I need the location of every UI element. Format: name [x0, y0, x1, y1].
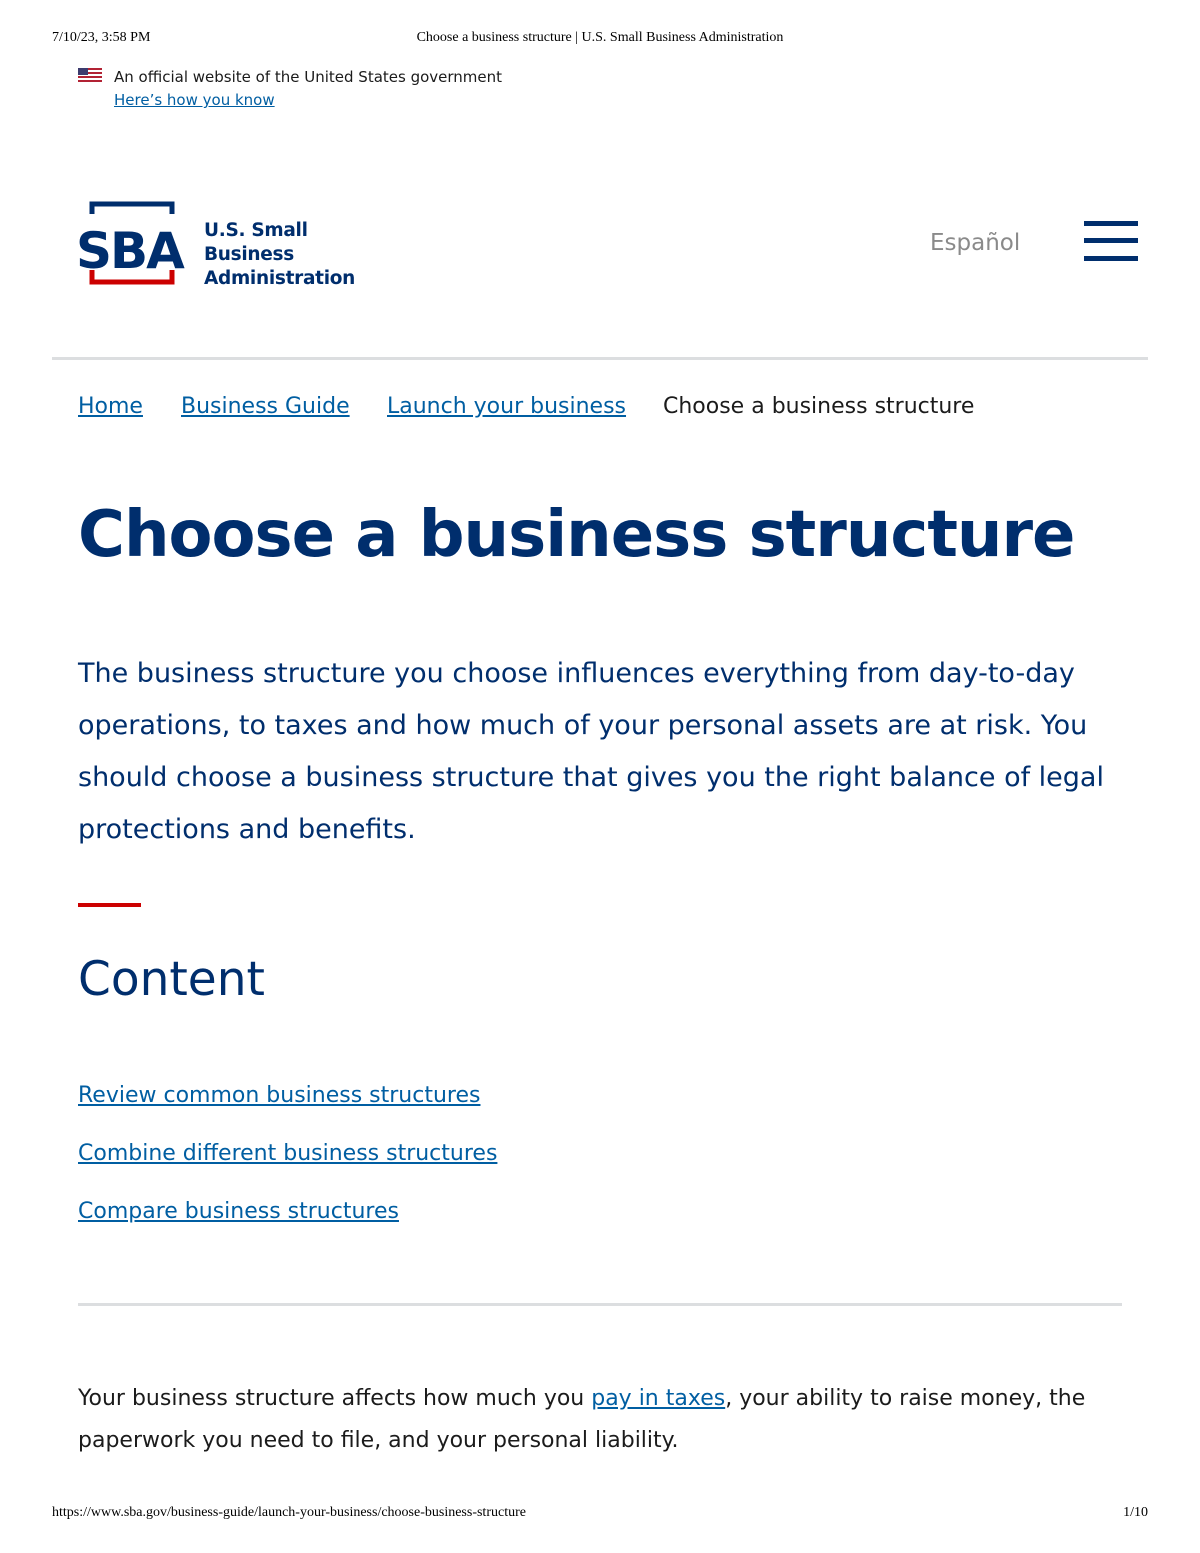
us-flag-icon: [78, 68, 102, 82]
toc-item: [78, 1199, 497, 1257]
espanol-link[interactable]: Español: [930, 230, 1021, 256]
toc-link-combine[interactable]: Combine different business structures: [78, 1141, 498, 1166]
print-title: Choose a business structure | U.S. Small Business Administration: [416, 30, 784, 45]
table-of-contents: [78, 1083, 497, 1257]
print-footer: [52, 1505, 1148, 1525]
body-text-start: Your business structure affects how much you: [78, 1386, 592, 1411]
agency-name-line2: Administration: [204, 268, 356, 289]
content-heading: Content: [78, 952, 265, 1007]
content-divider: [78, 1303, 1122, 1306]
pay-in-taxes-link[interactable]: pay in taxes: [591, 1386, 726, 1411]
body-paragraph: [78, 1378, 1138, 1462]
page-title: Choose a business structure: [78, 498, 1075, 572]
toc-link-review[interactable]: Review common business structures: [78, 1083, 481, 1108]
breadcrumb-home[interactable]: Home: [78, 394, 143, 419]
toc-item: [78, 1083, 497, 1141]
menu-icon[interactable]: [1084, 221, 1138, 263]
lead-paragraph: The business structure you choose influences everything from day-to-day operations, to taxes and how much of your personal assets are at risk. You should choose a business structure that gives you the right balance of legal protections and benefits.: [78, 658, 1104, 845]
breadcrumb-business-guide[interactable]: Business Guide: [181, 394, 350, 419]
toc-link-compare[interactable]: Compare business structures: [78, 1199, 399, 1224]
agency-name: [204, 219, 396, 291]
heres-how-you-know-link[interactable]: Here’s how you know: [114, 91, 275, 109]
body-text-end: , your ability to raise money, the paperwork you need to file, and your personal liability.: [78, 1386, 1086, 1453]
toc-item: [78, 1141, 497, 1199]
agency-name-line1: U.S. Small Business: [204, 220, 308, 265]
gov-banner-text: An official website of the United States government: [114, 68, 503, 86]
breadcrumb-launch-your-business[interactable]: Launch your business: [387, 394, 627, 419]
print-date: 7/10/23, 3:58 PM: [52, 30, 151, 45]
breadcrumb-current: Choose a business structure: [663, 394, 975, 419]
header-divider: [52, 357, 1148, 360]
sba-logo[interactable]: [76, 200, 396, 290]
sba-logo-mark-icon: [76, 200, 196, 290]
print-url: https://www.sba.gov/business-guide/launch-your-business/choose-business-structure: [52, 1505, 526, 1520]
logo-letters: SBA: [76, 222, 183, 280]
print-header: [52, 30, 1148, 50]
accent-divider: [78, 903, 141, 907]
print-page-number: 1/10: [1123, 1505, 1148, 1520]
